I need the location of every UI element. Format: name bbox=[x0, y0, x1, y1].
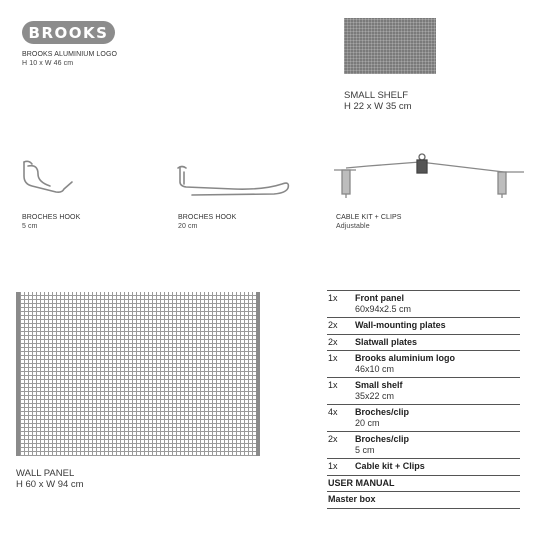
large-hook-caption bbox=[178, 213, 236, 231]
wall-panel-size: H 60 x W 94 cm bbox=[16, 479, 84, 490]
cable-kit-icon bbox=[334, 150, 524, 200]
cable-kit-title: CABLE KIT + CLIPS bbox=[336, 214, 402, 221]
wall-panel-image bbox=[16, 292, 260, 456]
item-detail: 5 cm bbox=[355, 444, 375, 455]
large-hook-size: 20 cm bbox=[178, 223, 198, 230]
item-name: Master box bbox=[328, 494, 376, 504]
list-item bbox=[327, 377, 520, 404]
item-name: Slatwall plates bbox=[355, 336, 418, 347]
large-hook-title: BROCHES HOOK bbox=[178, 214, 237, 221]
item-detail: 46x10 cm bbox=[355, 363, 395, 374]
list-item bbox=[327, 290, 520, 317]
item-name: Brooks aluminium logo bbox=[355, 353, 456, 363]
item-detail: 20 cm bbox=[355, 417, 380, 428]
item-name: Small shelf bbox=[355, 380, 403, 390]
brooks-wordmark: BROOKS bbox=[28, 23, 109, 42]
item-qty: 2x bbox=[328, 336, 338, 347]
shelf-caption bbox=[344, 90, 412, 112]
item-name: Broches/clip bbox=[355, 407, 410, 417]
brooks-logo-badge bbox=[22, 21, 115, 44]
item-qty: 2x bbox=[328, 320, 338, 330]
contents-list bbox=[327, 290, 520, 509]
list-item bbox=[327, 491, 520, 509]
item-qty: 2x bbox=[328, 434, 338, 444]
small-shelf-image bbox=[344, 18, 436, 74]
list-item bbox=[327, 334, 520, 351]
list-item bbox=[327, 458, 520, 475]
item-name: Wall-mounting plates bbox=[355, 320, 446, 330]
item-qty: 1x bbox=[328, 353, 338, 363]
item-qty: 4x bbox=[328, 407, 338, 417]
small-hook-caption bbox=[22, 213, 80, 231]
wall-panel-title: WALL PANEL bbox=[16, 468, 75, 479]
item-qty: 1x bbox=[328, 461, 338, 471]
small-hook-icon bbox=[16, 158, 86, 198]
small-hook-size: 5 cm bbox=[22, 223, 38, 230]
list-item bbox=[327, 431, 520, 458]
list-item bbox=[327, 317, 520, 334]
small-hook-title: BROCHES HOOK bbox=[22, 214, 81, 221]
item-name: Front panel bbox=[355, 293, 404, 303]
list-item bbox=[327, 475, 520, 492]
logo-title: BROOKS ALUMINIUM LOGO bbox=[22, 51, 118, 58]
list-item bbox=[327, 404, 520, 431]
shelf-size: H 22 x W 35 cm bbox=[344, 101, 412, 112]
logo-size: H 10 x W 46 cm bbox=[22, 60, 74, 67]
logo-caption bbox=[22, 50, 117, 68]
item-name: USER MANUAL bbox=[328, 477, 395, 488]
wall-panel-caption bbox=[16, 468, 84, 490]
cable-kit-caption bbox=[336, 213, 402, 231]
item-detail: 35x22 cm bbox=[355, 390, 395, 401]
item-qty: 1x bbox=[328, 380, 338, 390]
item-name: Cable kit + Clips bbox=[355, 461, 425, 471]
cable-kit-note: Adjustable bbox=[336, 223, 370, 230]
item-qty: 1x bbox=[328, 293, 338, 303]
item-name: Broches/clip bbox=[355, 434, 410, 444]
list-item bbox=[327, 350, 520, 377]
shelf-title: SMALL SHELF bbox=[344, 90, 409, 101]
item-detail: 60x94x2.5 cm bbox=[355, 303, 412, 314]
large-hook-icon bbox=[174, 162, 296, 202]
